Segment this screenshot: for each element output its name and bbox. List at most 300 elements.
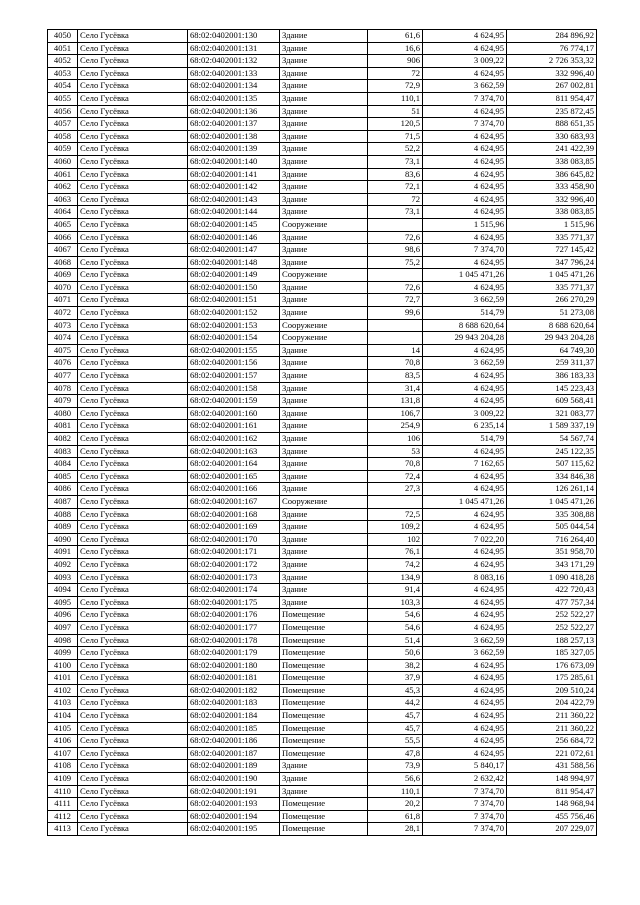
table-row bbox=[48, 596, 597, 609]
table-row bbox=[48, 760, 597, 773]
cadastral-number-cell: 68:02:0402001:150 bbox=[188, 281, 280, 294]
object-type-cell: Помещение bbox=[280, 697, 368, 710]
object-type-cell: Помещение bbox=[280, 747, 368, 760]
locality-cell: Село Гусёвка bbox=[78, 344, 188, 357]
table-row bbox=[48, 269, 597, 282]
row-number-cell: 4050 bbox=[48, 30, 78, 43]
row-number-cell: 4078 bbox=[48, 382, 78, 395]
locality-cell: Село Гусёвка bbox=[78, 445, 188, 458]
cadastral-number-cell: 68:02:0402001:193 bbox=[188, 798, 280, 811]
area-cell: 31,4 bbox=[368, 382, 423, 395]
cadastral-value-cell: 148 994,97 bbox=[507, 773, 597, 786]
unit-value-cell: 1 045 471,26 bbox=[423, 269, 507, 282]
locality-cell: Село Гусёвка bbox=[78, 281, 188, 294]
locality-cell: Село Гусёвка bbox=[78, 621, 188, 634]
table-row bbox=[48, 810, 597, 823]
table-row bbox=[48, 92, 597, 105]
locality-cell: Село Гусёвка bbox=[78, 206, 188, 219]
cadastral-number-cell: 68:02:0402001:177 bbox=[188, 621, 280, 634]
object-type-cell: Сооружение bbox=[280, 218, 368, 231]
locality-cell: Село Гусёвка bbox=[78, 244, 188, 257]
row-number-cell: 4098 bbox=[48, 634, 78, 647]
cadastral-value-cell: 207 229,07 bbox=[507, 823, 597, 836]
unit-value-cell: 3 662,59 bbox=[423, 80, 507, 93]
row-number-cell: 4100 bbox=[48, 659, 78, 672]
table-row bbox=[48, 495, 597, 508]
unit-value-cell: 4 624,95 bbox=[423, 193, 507, 206]
cadastral-value-cell: 351 958,70 bbox=[507, 546, 597, 559]
locality-cell: Село Гусёвка bbox=[78, 735, 188, 748]
table-row bbox=[48, 130, 597, 143]
cadastral-number-cell: 68:02:0402001:168 bbox=[188, 508, 280, 521]
cadastral-number-cell: 68:02:0402001:144 bbox=[188, 206, 280, 219]
cadastral-value-cell: 211 360,22 bbox=[507, 722, 597, 735]
object-type-cell: Помещение bbox=[280, 735, 368, 748]
area-cell: 74,2 bbox=[368, 558, 423, 571]
unit-value-cell: 1 515,96 bbox=[423, 218, 507, 231]
cadastral-number-cell: 68:02:0402001:183 bbox=[188, 697, 280, 710]
cadastral-number-cell: 68:02:0402001:179 bbox=[188, 647, 280, 660]
area-cell: 110,1 bbox=[368, 785, 423, 798]
cadastral-value-cell: 609 568,41 bbox=[507, 395, 597, 408]
object-type-cell: Сооружение bbox=[280, 332, 368, 345]
area-cell: 47,8 bbox=[368, 747, 423, 760]
cadastral-value-cell: 321 083,77 bbox=[507, 407, 597, 420]
cadastral-value-cell: 477 757,34 bbox=[507, 596, 597, 609]
unit-value-cell: 6 235,14 bbox=[423, 420, 507, 433]
table-body bbox=[48, 30, 597, 836]
locality-cell: Село Гусёвка bbox=[78, 810, 188, 823]
unit-value-cell: 4 624,95 bbox=[423, 609, 507, 622]
object-type-cell: Здание bbox=[280, 244, 368, 257]
area-cell: 75,2 bbox=[368, 256, 423, 269]
locality-cell: Село Гусёвка bbox=[78, 483, 188, 496]
cadastral-value-cell: 335 771,37 bbox=[507, 281, 597, 294]
table-row bbox=[48, 332, 597, 345]
object-type-cell: Здание bbox=[280, 294, 368, 307]
cadastral-number-cell: 68:02:0402001:139 bbox=[188, 143, 280, 156]
unit-value-cell: 4 624,95 bbox=[423, 747, 507, 760]
table-row bbox=[48, 609, 597, 622]
table-row bbox=[48, 42, 597, 55]
locality-cell: Село Гусёвка bbox=[78, 218, 188, 231]
object-type-cell: Здание bbox=[280, 395, 368, 408]
cadastral-number-cell: 68:02:0402001:140 bbox=[188, 155, 280, 168]
cadastral-number-cell: 68:02:0402001:157 bbox=[188, 370, 280, 383]
locality-cell: Село Гусёвка bbox=[78, 798, 188, 811]
row-number-cell: 4068 bbox=[48, 256, 78, 269]
unit-value-cell: 4 624,95 bbox=[423, 508, 507, 521]
row-number-cell: 4086 bbox=[48, 483, 78, 496]
object-type-cell: Помещение bbox=[280, 621, 368, 634]
unit-value-cell: 4 624,95 bbox=[423, 697, 507, 710]
document-page bbox=[47, 29, 597, 836]
object-type-cell: Помещение bbox=[280, 684, 368, 697]
unit-value-cell: 3 009,22 bbox=[423, 55, 507, 68]
object-type-cell: Здание bbox=[280, 155, 368, 168]
table-row bbox=[48, 672, 597, 685]
locality-cell: Село Гусёвка bbox=[78, 747, 188, 760]
area-cell: 72,1 bbox=[368, 181, 423, 194]
area-cell bbox=[368, 218, 423, 231]
cadastral-value-cell: 209 510,24 bbox=[507, 684, 597, 697]
table-row bbox=[48, 382, 597, 395]
object-type-cell: Здание bbox=[280, 168, 368, 181]
object-type-cell: Здание bbox=[280, 80, 368, 93]
table-row bbox=[48, 206, 597, 219]
table-row bbox=[48, 621, 597, 634]
locality-cell: Село Гусёвка bbox=[78, 533, 188, 546]
row-number-cell: 4084 bbox=[48, 458, 78, 471]
table-row bbox=[48, 433, 597, 446]
object-type-cell: Здание bbox=[280, 206, 368, 219]
cadastral-value-cell: 505 044,54 bbox=[507, 521, 597, 534]
table-row bbox=[48, 710, 597, 723]
area-cell: 906 bbox=[368, 55, 423, 68]
locality-cell: Село Гусёвка bbox=[78, 773, 188, 786]
row-number-cell: 4097 bbox=[48, 621, 78, 634]
locality-cell: Село Гусёвка bbox=[78, 256, 188, 269]
object-type-cell: Помещение bbox=[280, 647, 368, 660]
cadastral-number-cell: 68:02:0402001:160 bbox=[188, 407, 280, 420]
object-type-cell: Здание bbox=[280, 470, 368, 483]
table-row bbox=[48, 546, 597, 559]
locality-cell: Село Гусёвка bbox=[78, 168, 188, 181]
row-number-cell: 4092 bbox=[48, 558, 78, 571]
cadastral-value-cell: 211 360,22 bbox=[507, 710, 597, 723]
object-type-cell: Здание bbox=[280, 55, 368, 68]
row-number-cell: 4106 bbox=[48, 735, 78, 748]
unit-value-cell: 7 374,70 bbox=[423, 92, 507, 105]
cadastral-value-cell: 811 954,47 bbox=[507, 92, 597, 105]
cadastral-value-cell: 338 083,85 bbox=[507, 206, 597, 219]
row-number-cell: 4082 bbox=[48, 433, 78, 446]
cadastral-number-cell: 68:02:0402001:130 bbox=[188, 30, 280, 43]
area-cell: 54,6 bbox=[368, 621, 423, 634]
area-cell: 73,1 bbox=[368, 155, 423, 168]
row-number-cell: 4077 bbox=[48, 370, 78, 383]
cadastral-value-cell: 422 720,43 bbox=[507, 584, 597, 597]
row-number-cell: 4081 bbox=[48, 420, 78, 433]
row-number-cell: 4057 bbox=[48, 118, 78, 131]
locality-cell: Село Гусёвка bbox=[78, 80, 188, 93]
area-cell: 44,2 bbox=[368, 697, 423, 710]
table-row bbox=[48, 344, 597, 357]
table-row bbox=[48, 697, 597, 710]
area-cell: 51 bbox=[368, 105, 423, 118]
row-number-cell: 4111 bbox=[48, 798, 78, 811]
unit-value-cell: 4 624,95 bbox=[423, 735, 507, 748]
row-number-cell: 4053 bbox=[48, 67, 78, 80]
locality-cell: Село Гусёвка bbox=[78, 231, 188, 244]
table-row bbox=[48, 218, 597, 231]
cadastral-value-cell: 455 756,46 bbox=[507, 810, 597, 823]
area-cell: 73,1 bbox=[368, 206, 423, 219]
table-row bbox=[48, 181, 597, 194]
area-cell: 76,1 bbox=[368, 546, 423, 559]
unit-value-cell: 4 624,95 bbox=[423, 105, 507, 118]
object-type-cell: Здание bbox=[280, 357, 368, 370]
cadastral-value-cell: 333 458,90 bbox=[507, 181, 597, 194]
area-cell: 109,2 bbox=[368, 521, 423, 534]
object-type-cell: Помещение bbox=[280, 609, 368, 622]
area-cell: 16,6 bbox=[368, 42, 423, 55]
cadastral-value-cell: 332 996,40 bbox=[507, 193, 597, 206]
object-type-cell: Здание bbox=[280, 281, 368, 294]
unit-value-cell: 3 662,59 bbox=[423, 634, 507, 647]
cadastral-number-cell: 68:02:0402001:149 bbox=[188, 269, 280, 282]
row-number-cell: 4061 bbox=[48, 168, 78, 181]
unit-value-cell: 4 624,95 bbox=[423, 470, 507, 483]
table-row bbox=[48, 722, 597, 735]
cadastral-number-cell: 68:02:0402001:172 bbox=[188, 558, 280, 571]
object-type-cell: Здание bbox=[280, 558, 368, 571]
object-type-cell: Здание bbox=[280, 760, 368, 773]
area-cell: 83,5 bbox=[368, 370, 423, 383]
cadastral-value-cell: 51 273,08 bbox=[507, 307, 597, 320]
unit-value-cell: 7 162,65 bbox=[423, 458, 507, 471]
cadastral-value-cell: 54 567,74 bbox=[507, 433, 597, 446]
area-cell: 56,6 bbox=[368, 773, 423, 786]
locality-cell: Село Гусёвка bbox=[78, 672, 188, 685]
cadastral-number-cell: 68:02:0402001:175 bbox=[188, 596, 280, 609]
cadastral-value-cell: 332 996,40 bbox=[507, 67, 597, 80]
locality-cell: Село Гусёвка bbox=[78, 370, 188, 383]
cadastral-number-cell: 68:02:0402001:137 bbox=[188, 118, 280, 131]
unit-value-cell: 1 045 471,26 bbox=[423, 495, 507, 508]
unit-value-cell: 4 624,95 bbox=[423, 584, 507, 597]
table-row bbox=[48, 659, 597, 672]
cadastral-value-cell: 343 171,29 bbox=[507, 558, 597, 571]
locality-cell: Село Гусёвка bbox=[78, 92, 188, 105]
unit-value-cell: 4 624,95 bbox=[423, 181, 507, 194]
cadastral-number-cell: 68:02:0402001:145 bbox=[188, 218, 280, 231]
object-type-cell: Здание bbox=[280, 181, 368, 194]
table-row bbox=[48, 785, 597, 798]
unit-value-cell: 4 624,95 bbox=[423, 42, 507, 55]
unit-value-cell: 4 624,95 bbox=[423, 483, 507, 496]
cadastral-value-cell: 334 846,38 bbox=[507, 470, 597, 483]
locality-cell: Село Гусёвка bbox=[78, 596, 188, 609]
cadastral-number-cell: 68:02:0402001:131 bbox=[188, 42, 280, 55]
locality-cell: Село Гусёвка bbox=[78, 584, 188, 597]
object-type-cell: Здание bbox=[280, 773, 368, 786]
object-type-cell: Здание bbox=[280, 508, 368, 521]
area-cell: 83,6 bbox=[368, 168, 423, 181]
unit-value-cell: 4 624,95 bbox=[423, 521, 507, 534]
unit-value-cell: 4 624,95 bbox=[423, 168, 507, 181]
unit-value-cell: 514,79 bbox=[423, 433, 507, 446]
row-number-cell: 4083 bbox=[48, 445, 78, 458]
table-row bbox=[48, 307, 597, 320]
cadastral-number-cell: 68:02:0402001:194 bbox=[188, 810, 280, 823]
cadastral-value-cell: 1 045 471,26 bbox=[507, 269, 597, 282]
cadastral-value-cell: 2 726 353,32 bbox=[507, 55, 597, 68]
object-type-cell: Здание bbox=[280, 533, 368, 546]
unit-value-cell: 4 624,95 bbox=[423, 344, 507, 357]
row-number-cell: 4088 bbox=[48, 508, 78, 521]
cadastral-number-cell: 68:02:0402001:155 bbox=[188, 344, 280, 357]
area-cell: 55,5 bbox=[368, 735, 423, 748]
row-number-cell: 4107 bbox=[48, 747, 78, 760]
row-number-cell: 4054 bbox=[48, 80, 78, 93]
cadastral-number-cell: 68:02:0402001:187 bbox=[188, 747, 280, 760]
locality-cell: Село Гусёвка bbox=[78, 155, 188, 168]
table-row bbox=[48, 747, 597, 760]
row-number-cell: 4070 bbox=[48, 281, 78, 294]
unit-value-cell: 4 624,95 bbox=[423, 256, 507, 269]
cadastral-number-cell: 68:02:0402001:166 bbox=[188, 483, 280, 496]
object-type-cell: Здание bbox=[280, 483, 368, 496]
unit-value-cell: 7 374,70 bbox=[423, 798, 507, 811]
table-row bbox=[48, 773, 597, 786]
cadastral-value-cell: 1 090 418,28 bbox=[507, 571, 597, 584]
unit-value-cell: 4 624,95 bbox=[423, 672, 507, 685]
locality-cell: Село Гусёвка bbox=[78, 470, 188, 483]
locality-cell: Село Гусёвка bbox=[78, 307, 188, 320]
object-type-cell: Здание bbox=[280, 433, 368, 446]
locality-cell: Село Гусёвка bbox=[78, 319, 188, 332]
cadastral-value-cell: 256 684,72 bbox=[507, 735, 597, 748]
locality-cell: Село Гусёвка bbox=[78, 130, 188, 143]
table-row bbox=[48, 30, 597, 43]
object-type-cell: Помещение bbox=[280, 722, 368, 735]
cadastral-number-cell: 68:02:0402001:153 bbox=[188, 319, 280, 332]
object-type-cell: Помещение bbox=[280, 672, 368, 685]
locality-cell: Село Гусёвка bbox=[78, 55, 188, 68]
unit-value-cell: 4 624,95 bbox=[423, 596, 507, 609]
row-number-cell: 4059 bbox=[48, 143, 78, 156]
cadastral-number-cell: 68:02:0402001:152 bbox=[188, 307, 280, 320]
table-row bbox=[48, 118, 597, 131]
row-number-cell: 4109 bbox=[48, 773, 78, 786]
locality-cell: Село Гусёвка bbox=[78, 760, 188, 773]
area-cell: 91,4 bbox=[368, 584, 423, 597]
unit-value-cell: 7 022,20 bbox=[423, 533, 507, 546]
area-cell: 72,6 bbox=[368, 281, 423, 294]
cadastral-number-cell: 68:02:0402001:178 bbox=[188, 634, 280, 647]
cadastral-value-cell: 431 588,56 bbox=[507, 760, 597, 773]
object-type-cell: Здание bbox=[280, 571, 368, 584]
row-number-cell: 4065 bbox=[48, 218, 78, 231]
locality-cell: Село Гусёвка bbox=[78, 382, 188, 395]
cadastral-value-cell: 347 796,24 bbox=[507, 256, 597, 269]
table-row bbox=[48, 319, 597, 332]
table-row bbox=[48, 521, 597, 534]
cadastral-value-cell: 185 327,05 bbox=[507, 647, 597, 660]
area-cell: 131,8 bbox=[368, 395, 423, 408]
cadastral-number-cell: 68:02:0402001:143 bbox=[188, 193, 280, 206]
cadastral-value-cell: 8 688 620,64 bbox=[507, 319, 597, 332]
cadastral-value-cell: 266 270,29 bbox=[507, 294, 597, 307]
area-cell: 134,9 bbox=[368, 571, 423, 584]
cadastral-number-cell: 68:02:0402001:184 bbox=[188, 710, 280, 723]
row-number-cell: 4064 bbox=[48, 206, 78, 219]
object-type-cell: Здание bbox=[280, 344, 368, 357]
locality-cell: Село Гусёвка bbox=[78, 42, 188, 55]
unit-value-cell: 4 624,95 bbox=[423, 710, 507, 723]
row-number-cell: 4104 bbox=[48, 710, 78, 723]
cadastral-value-table bbox=[47, 29, 597, 836]
cadastral-value-cell: 284 896,92 bbox=[507, 30, 597, 43]
unit-value-cell: 3 662,59 bbox=[423, 294, 507, 307]
locality-cell: Село Гусёвка bbox=[78, 546, 188, 559]
cadastral-value-cell: 1 045 471,26 bbox=[507, 495, 597, 508]
row-number-cell: 4093 bbox=[48, 571, 78, 584]
unit-value-cell: 4 624,95 bbox=[423, 130, 507, 143]
cadastral-value-cell: 76 774,17 bbox=[507, 42, 597, 55]
unit-value-cell: 3 009,22 bbox=[423, 407, 507, 420]
locality-cell: Село Гусёвка bbox=[78, 395, 188, 408]
row-number-cell: 4113 bbox=[48, 823, 78, 836]
cadastral-number-cell: 68:02:0402001:165 bbox=[188, 470, 280, 483]
locality-cell: Село Гусёвка bbox=[78, 785, 188, 798]
row-number-cell: 4108 bbox=[48, 760, 78, 773]
cadastral-value-cell: 176 673,09 bbox=[507, 659, 597, 672]
cadastral-value-cell: 386 645,82 bbox=[507, 168, 597, 181]
table-row bbox=[48, 508, 597, 521]
cadastral-value-cell: 888 651,35 bbox=[507, 118, 597, 131]
area-cell: 28,1 bbox=[368, 823, 423, 836]
table-row bbox=[48, 55, 597, 68]
cadastral-number-cell: 68:02:0402001:167 bbox=[188, 495, 280, 508]
area-cell: 72,9 bbox=[368, 80, 423, 93]
cadastral-value-cell: 335 771,37 bbox=[507, 231, 597, 244]
cadastral-value-cell: 29 943 204,28 bbox=[507, 332, 597, 345]
row-number-cell: 4085 bbox=[48, 470, 78, 483]
cadastral-number-cell: 68:02:0402001:180 bbox=[188, 659, 280, 672]
locality-cell: Село Гусёвка bbox=[78, 105, 188, 118]
area-cell: 99,6 bbox=[368, 307, 423, 320]
area-cell bbox=[368, 319, 423, 332]
cadastral-number-cell: 68:02:0402001:142 bbox=[188, 181, 280, 194]
locality-cell: Село Гусёвка bbox=[78, 722, 188, 735]
row-number-cell: 4056 bbox=[48, 105, 78, 118]
cadastral-value-cell: 252 522,27 bbox=[507, 609, 597, 622]
table-row bbox=[48, 445, 597, 458]
unit-value-cell: 4 624,95 bbox=[423, 206, 507, 219]
area-cell: 37,9 bbox=[368, 672, 423, 685]
cadastral-number-cell: 68:02:0402001:169 bbox=[188, 521, 280, 534]
cadastral-value-cell: 204 422,79 bbox=[507, 697, 597, 710]
locality-cell: Село Гусёвка bbox=[78, 609, 188, 622]
locality-cell: Село Гусёвка bbox=[78, 571, 188, 584]
row-number-cell: 4055 bbox=[48, 92, 78, 105]
area-cell: 27,3 bbox=[368, 483, 423, 496]
area-cell: 52,2 bbox=[368, 143, 423, 156]
row-number-cell: 4110 bbox=[48, 785, 78, 798]
table-row bbox=[48, 357, 597, 370]
cadastral-number-cell: 68:02:0402001:181 bbox=[188, 672, 280, 685]
unit-value-cell: 8 083,16 bbox=[423, 571, 507, 584]
cadastral-number-cell: 68:02:0402001:170 bbox=[188, 533, 280, 546]
area-cell: 72,4 bbox=[368, 470, 423, 483]
unit-value-cell: 4 624,95 bbox=[423, 621, 507, 634]
cadastral-number-cell: 68:02:0402001:189 bbox=[188, 760, 280, 773]
cadastral-number-cell: 68:02:0402001:186 bbox=[188, 735, 280, 748]
table-row bbox=[48, 256, 597, 269]
unit-value-cell: 4 624,95 bbox=[423, 281, 507, 294]
area-cell bbox=[368, 269, 423, 282]
unit-value-cell: 8 688 620,64 bbox=[423, 319, 507, 332]
cadastral-value-cell: 259 311,37 bbox=[507, 357, 597, 370]
object-type-cell: Здание bbox=[280, 67, 368, 80]
row-number-cell: 4051 bbox=[48, 42, 78, 55]
row-number-cell: 4052 bbox=[48, 55, 78, 68]
unit-value-cell: 4 624,95 bbox=[423, 445, 507, 458]
cadastral-number-cell: 68:02:0402001:133 bbox=[188, 67, 280, 80]
area-cell: 70,8 bbox=[368, 357, 423, 370]
